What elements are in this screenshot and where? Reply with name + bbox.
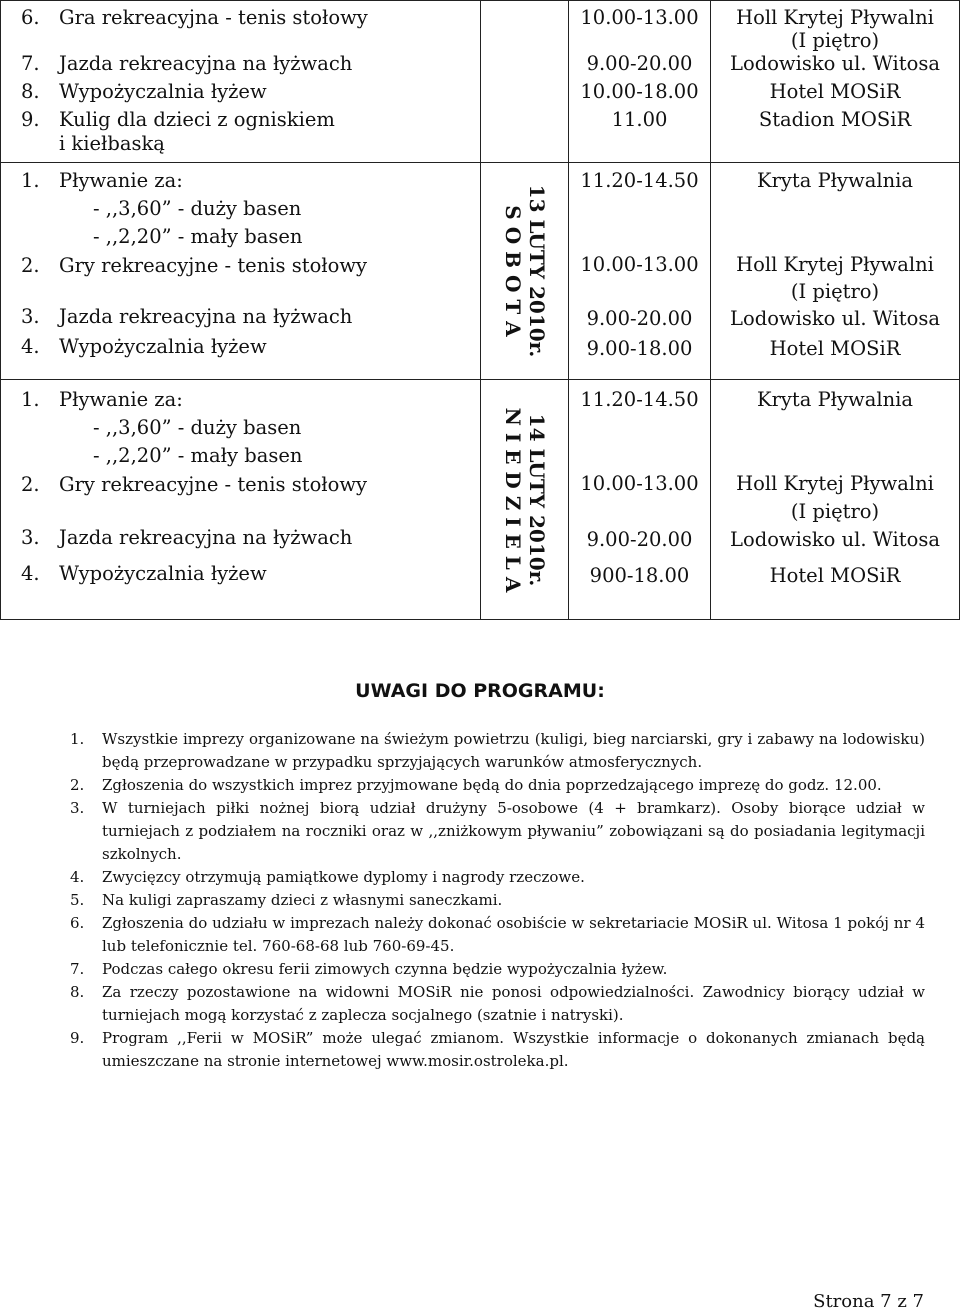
note-item: 6. Zgłoszenia do udziału w imprezach należy dokonać osobiście w sekretariacie MOSiR ul. Witosa 1 pokój nr 4 lub telefonicznie tel. 760-68-68 lub 760-69-45. — [70, 914, 925, 955]
sunday-activities-cell: 1. Pływanie za: - ,,3,60” - duży basen - ,,2,20” - mały basen 2. Gry rekreacyjne - tenis stołowy 3. Jazda rekreacyjna na łyżwach 4. Wypożyczalnia łyżew — [1, 380, 481, 620]
page-number: Strona 7 z 7 — [813, 1291, 924, 1312]
note-item: 1. Wszystkie imprezy organizowane na świeżym powietrzu (kuligi, bieg narciarski, gry i zabawy na lodowisku) będą przeprowadzane w przypadku sprzyjających warunków atmosferycznych. — [70, 730, 925, 771]
saturday-row — [1, 163, 960, 380]
note-item: 2. Zgłoszenia do wszystkich imprez przyjmowane będą do dnia poprzedzającego imprezę do godz. 12.00. — [70, 776, 882, 794]
saturday-places-cell: Kryta Pływalnia Holl Krytej Pływalni (I piętro) Lodowisko ul. Witosa Hotel MOSiR — [711, 163, 960, 380]
top-activities-cell — [1, 1, 481, 163]
notes-list — [70, 728, 925, 1073]
note-item: 3. W turniejach piłki nożnej biorą udział drużyny 5-osobowe (4 + bramkarz). Osoby biorące udział w turniejach z podziałem na roczniki oraz w ,,zniżkowym pływaniu” zobowiązani są do posiadania legitymacji szkolnych. — [70, 799, 925, 863]
activity-row: 3. Jazda rekreacyjna na łyżwach — [21, 305, 353, 328]
note-item: 8. Za rzeczy pozostawione na widowni MOSiR nie ponosi odpowiedzialności. Zawodnicy biorący udział w turniejach mogą korzystać z zaplecza socjalnego (szatnie i natryski). — [70, 983, 925, 1024]
note-item: 5. Na kuligi zapraszamy dzieci z własnymi saneczkami. — [70, 891, 503, 909]
activity-row: 6. Gra rekreacyjna - tenis stołowy — [21, 6, 368, 29]
activity-row: 3. Jazda rekreacyjna na łyżwach — [21, 526, 353, 549]
saturday-day-cell — [481, 163, 569, 380]
activity-row: 9. Kulig dla dzieci z ogniskiem — [21, 108, 335, 131]
saturday-times-cell: 11.20-14.50 10.00-13.00 9.00-20.00 9.00-18.00 — [569, 163, 711, 380]
activity-row: 8. Wypożyczalnia łyżew — [21, 80, 267, 103]
saturday-date-label: 13 LUTY 2010r. S O B O T A — [500, 184, 549, 358]
activity-row: 4. Wypożyczalnia łyżew — [21, 335, 267, 358]
sunday-row — [1, 380, 960, 620]
activity-row: 4. Wypożyczalnia łyżew — [21, 562, 267, 585]
sunday-places-cell: Kryta Pływalnia Holl Krytej Pływalni (I piętro) Lodowisko ul. Witosa Hotel MOSiR — [711, 380, 960, 620]
top-times-cell: 10.00-13.00 9.00-20.00 10.00-18.00 11.00 — [569, 1, 711, 163]
saturday-activities-cell: 1. Pływanie za: - ,,3,60” - duży basen - ,,2,20” - mały basen 2. Gry rekreacyjne - tenis stołowy 3. Jazda rekreacyjna na łyżwach 4. Wypożyczalnia łyżew — [1, 163, 481, 380]
note-item: 4. Zwycięzcy otrzymują pamiątkowe dyplomy i nagrody rzeczowe. — [70, 868, 585, 886]
sunday-day-cell — [481, 380, 569, 620]
top-day-cell — [481, 1, 569, 163]
activity-row: 2. Gry rekreacyjne - tenis stołowy — [21, 473, 368, 496]
activity-row: 2. Gry rekreacyjne - tenis stołowy — [21, 254, 368, 277]
activity-row: 7. Jazda rekreacyjna na łyżwach — [21, 52, 353, 75]
schedule-table — [0, 0, 960, 620]
note-item: 7. Podczas całego okresu ferii zimowych czynna będzie wypożyczalnia łyżew. — [70, 960, 668, 978]
top-block-row — [1, 1, 960, 163]
top-places-cell: Holl Krytej Pływalni (I piętro) Lodowisko ul. Witosa Hotel MOSiR Stadion MOSiR — [711, 1, 960, 163]
note-item: 9. Program ,,Ferii w MOSiR” może ulegać zmianom. Wszystkie informacje o dokonanych zmianach będą umieszczane na stronie internetowej www.mosir.ostroleka.pl. — [70, 1029, 925, 1070]
sunday-date-label: 14 LUTY 2010r. N I E D Z I E L A — [500, 407, 549, 592]
activity-row: 1. Pływanie za: — [21, 388, 183, 411]
sunday-times-cell: 11.20-14.50 10.00-13.00 9.00-20.00 900-18.00 — [569, 380, 711, 620]
activity-row-continued: i kiełbaską — [59, 132, 165, 155]
activity-row: 1. Pływanie za: — [21, 169, 183, 192]
notes-title: UWAGI DO PROGRAMU: — [355, 680, 605, 702]
